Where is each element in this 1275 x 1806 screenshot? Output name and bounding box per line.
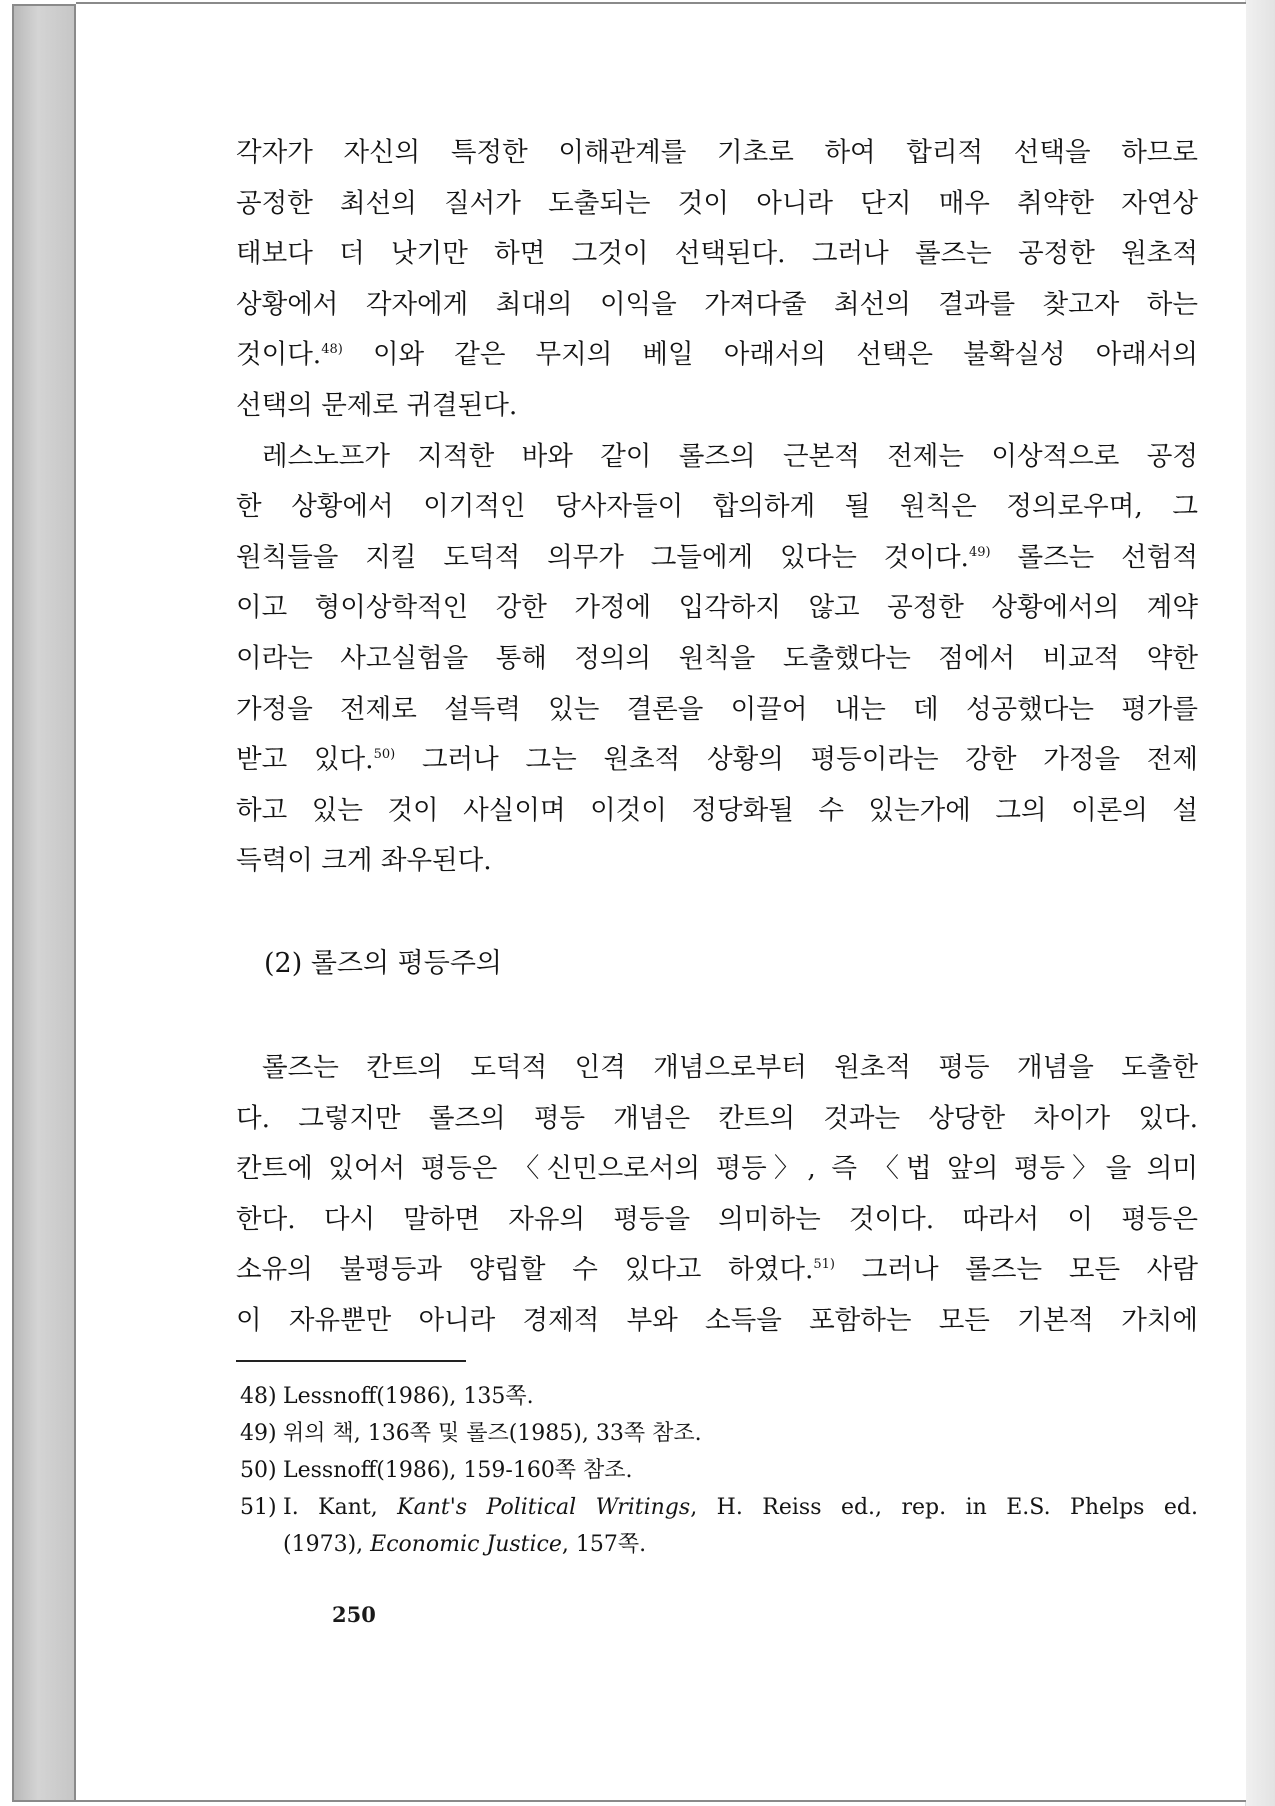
- footnote-number: 51): [240, 1495, 277, 1521]
- footnotes: [236, 1378, 1198, 1563]
- text-line: 이 자유뿐만 아니라 경제적 부와 소득을 포함하는 모든 기본적 가치에: [236, 1304, 1198, 1336]
- footnote-text: I. Kant, Kant's Political Writings, H. Reiss ed., rep. in E.S. Phelps ed.: [283, 1495, 1199, 1521]
- footnote-text: Lessnoff(1986), 135쪽.: [283, 1384, 534, 1410]
- text-line: 받고 있다.$^{50)}$ 그러나 그는 원초적 상황의 평등이라는 강한 가정을 전제: [236, 744, 1198, 776]
- text-line: 소유의 불평등과 양립할 수 있다고 하였다.$^{51)}$ 그러나 롤즈는 모든 사람: [236, 1254, 1198, 1286]
- text-line: 가정을 전제로 설득력 있는 결론을 이끌어 내는 데 성공했다는 평가를: [236, 693, 1198, 725]
- text-line: 원칙들을 지킬 도덕적 의무가 그들에게 있다는 것이다.$^{49)}$ 롤즈는 선험적: [236, 541, 1198, 573]
- text-line: 한 상황에서 이기적인 당사자들이 합의하게 될 원칙은 정의로우며, 그: [236, 491, 1198, 523]
- book-page: [76, 2, 1246, 1802]
- text-line: 다. 그렇지만 롤즈의 평등 개념은 칸트의 것과는 상당한 차이가 있다.: [236, 1102, 1198, 1134]
- footnote-48: [236, 1378, 1198, 1415]
- text-line: 롤즈는 칸트의 도덕적 인격 개념으로부터 원초적 평등 개념을 도출한: [262, 1051, 1198, 1083]
- right-page-edge: [1245, 0, 1275, 1806]
- book-title: Kant's Political Writings: [397, 1495, 691, 1521]
- text-line: 득력이 크게 좌우된다.: [236, 845, 492, 877]
- footnote-ref-48[interactable]: 48): [321, 342, 343, 358]
- footnote-continuation: (1973), Economic Justice, 157쪽.: [283, 1532, 647, 1558]
- footnote-text: 위의 책, 136쪽 및 롤즈(1985), 33쪽 참조.: [283, 1421, 702, 1447]
- paragraph-2: [236, 432, 1198, 887]
- paragraph-3: [236, 1043, 1198, 1347]
- footnote-ref-51[interactable]: 51): [813, 1257, 835, 1273]
- text-line: 칸트에 있어서 평등은 〈신민으로서의 평등〉, 즉 〈법 앞의 평등〉을 의미: [236, 1153, 1198, 1185]
- text-line: 태보다 더 낫기만 하면 그것이 선택된다. 그러나 롤즈는 공정한 원초적: [236, 238, 1198, 270]
- text-line: 공정한 최선의 질서가 도출되는 것이 아니라 단지 매우 취약한 자연상: [236, 187, 1198, 219]
- footnote-51: [236, 1489, 1198, 1563]
- footnote-number: 48): [240, 1384, 277, 1410]
- text-line: 상황에서 각자에게 최대의 이익을 가져다줄 최선의 결과를 찾고자 하는: [236, 288, 1198, 320]
- footnote-number: 49): [240, 1421, 277, 1447]
- text-line: 것이다.$^{48)}$ 이와 같은 무지의 베일 아래서의 선택은 불확실성 아래서의: [236, 339, 1198, 371]
- text-line: 각자가 자신의 특정한 이해관계를 기초로 하여 합리적 선택을 하므로: [236, 137, 1198, 168]
- footnote-50: [236, 1452, 1198, 1489]
- text-line: 이라는 사고실험을 통해 정의의 원칙을 도출했다는 점에서 비교적 약한: [236, 642, 1198, 674]
- book-title: Economic Justice: [370, 1532, 562, 1558]
- footnote-text: Lessnoff(1986), 159-160쪽 참조.: [283, 1458, 633, 1484]
- text-line: 선택의 문제로 귀결된다.: [236, 389, 518, 421]
- section-heading: (2) 롤즈의 평등주의: [264, 947, 502, 979]
- text-line: 이고 형이상학적인 강한 가정에 입각하지 않고 공정한 상황에서의 계약: [236, 592, 1198, 624]
- book-spine-edge: [12, 4, 76, 1802]
- footnote-49: [236, 1415, 1198, 1452]
- text-line: 하고 있는 것이 사실이며 이것이 정당화될 수 있는가에 그의 이론의 설: [236, 794, 1198, 826]
- footnote-ref-50[interactable]: 50): [373, 747, 396, 763]
- page-number: 250: [332, 1602, 376, 1627]
- paragraph-1: [236, 128, 1198, 432]
- footnote-divider: [236, 1360, 466, 1362]
- footnote-number: 50): [240, 1458, 277, 1484]
- page-content: [236, 128, 1198, 1563]
- text-line: 레스노프가 지적한 바와 같이 롤즈의 근본적 전제는 이상적으로 공정: [262, 440, 1198, 472]
- text-line: 한다. 다시 말하면 자유의 평등을 의미하는 것이다. 따라서 이 평등은: [236, 1203, 1198, 1235]
- footnote-ref-49[interactable]: 49): [968, 544, 991, 560]
